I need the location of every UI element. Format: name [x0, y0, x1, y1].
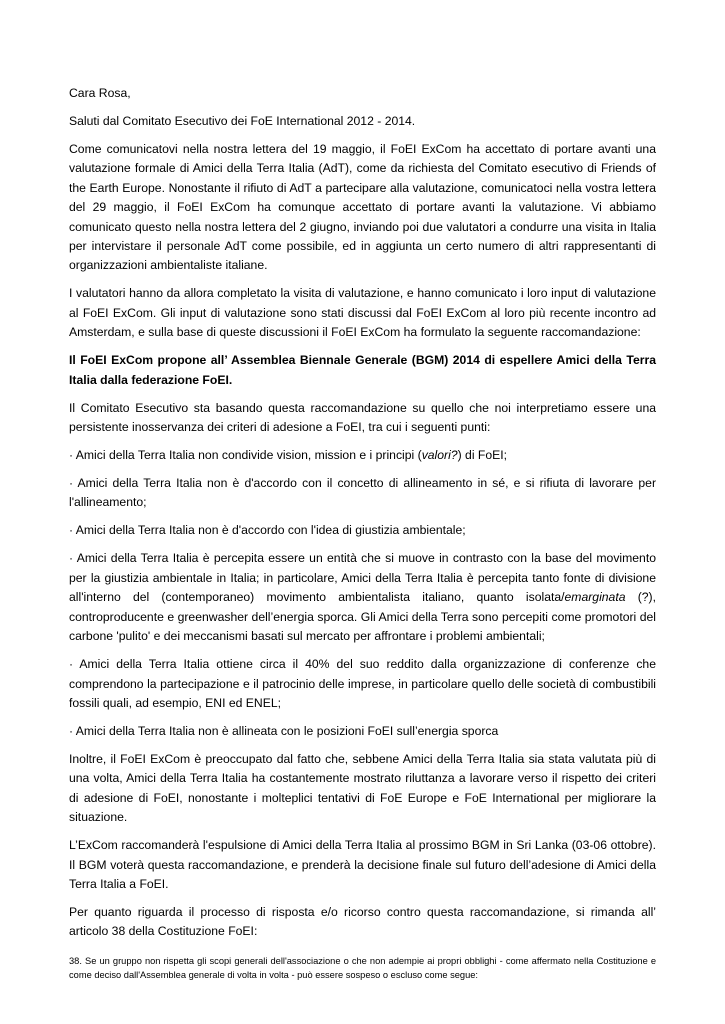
bullet-energy: · Amici della Terra Italia non è allineata con le posizioni FoEI sull’energia sporca — [69, 723, 499, 738]
bullet-perception-italic: emarginata — [564, 590, 626, 605]
bullet-vision-text: · Amici della Terra Italia non condivide vision, mission e i principi ( — [69, 448, 422, 463]
bullet-perception-text: · Amici della Terra Italia è percepita essere un entità che si muove in contrasto con la base del movimento per la giustizia ambientale in Italia; in particolare, Amici della Terra Italia è percepita tanto fonte di divisione all'interno del (contemporaneo) movimento ambientalista italiano, quanto isolata/ — [69, 551, 656, 605]
paragraph-intro: Come comunicatovi nella nostra lettera del 19 maggio, il FoEI ExCom ha accettato di portare avanti una valutazione formale di Amici della Terra Italia (AdT), come da richiesta del Comitato esecutivo di Friends of the Earth Europe. Nonostante il rifiuto di AdT a partecipare alla valutazione, comunicatoci nella vostra lettera del 29 maggio, il FoEI ExCom ha comunque accettato di portare avanti la valutazione. Vi abbiamo comunicato questo nella nostra lettera del 2 giugno, inviando poi due valutatori a condurre una visita in Italia per intervistare il personale AdT come possibile, ed in aggiunta un certo numero di altri rappresentanti di organizzazioni ambientaliste italiane. — [69, 142, 656, 273]
bullet-alignment: · Amici della Terra Italia non è d'accordo con il concetto di allineamento in sé, e si rifiuta di lavorare per l'allineamento; — [69, 476, 656, 510]
letter-page — [69, 84, 656, 983]
recommendation-statement: Il FoEI ExCom propone all’ Assemblea Biennale Generale (BGM) 2014 di espellere Amici della Terra Italia dalla federazione FoEI. — [69, 353, 656, 387]
footnote-article-38: 38. Se un gruppo non rispetta gli scopi generali dell'associazione o che non adempie ai propri obblighi - come affermato nella Costituzione e come deciso dall'Assemblea generale di volta in volta - può essere sospeso o escluso come segue: — [69, 955, 656, 981]
paragraph-bgm: L’ExCom raccomanderà l'espulsione di Amici della Terra Italia al prossimo BGM in Sri Lanka (03-06 ottobre). Il BGM voterà questa raccomandazione, e prenderà la decisione finale sul futuro dell’adesione di Amici della Terra Italia a FoEI. — [69, 838, 656, 891]
bullet-perception-text-end: (?), controproducente e greenwasher dell’energia sporca. Gli Amici della Terra sono percepiti come promotori del carbone 'pulito' e dei meccanismi basati sul mercato per affrontare i problemi ambientali; — [69, 590, 656, 644]
salutation: Cara Rosa, — [69, 86, 131, 100]
paragraph-assessors: I valutatori hanno da allora completato la visita di valutazione, e hanno comunicato i loro input di valutazione al FoEI ExCom. Gli input di valutazione sono stati discussi dal FoEI ExCom al loro più recente incontro ad Amsterdam, e sulla base di queste discussioni il FoEI ExCom ha formulato la seguente raccomandazione: — [69, 286, 656, 340]
bullet-perception — [69, 549, 656, 646]
paragraph-concern: Inoltre, il FoEI ExCom è preoccupato dal fatto che, sebbene Amici della Terra Italia sia stata valutata più di una volta, Amici della Terra Italia ha costantemente mostrato riluttanza a lavorare verso il rispetto dei criteri di adesione di FoEI, nonostante i molteplici tentativi di FoE Europe e FoE International per migliorare la situazione. — [69, 751, 656, 825]
bullet-income: · Amici della Terra Italia ottiene circa il 40% del suo reddito dalla organizzazione di conferenze che comprendono la partecipazione e il patrocinio delle imprese, in particolare quello delle società di combustibili fossili quali, ad esempio, ENI ed ENEL; — [69, 657, 656, 710]
bullet-vision — [69, 446, 656, 465]
paragraph-appeal: Per quanto riguarda il processo di risposta e/o ricorso contro questa raccomandazione, si rimanda all’ articolo 38 della Costituzione FoEI: — [69, 904, 656, 939]
bullet-justice: · Amici della Terra Italia non è d'accordo con l'idea di giustizia ambientale; — [69, 523, 466, 538]
greeting: Saluti dal Comitato Esecutivo dei FoE International 2012 - 2014. — [69, 114, 416, 128]
bullet-vision-text-end: ) di FoEI; — [457, 448, 508, 463]
bullet-vision-italic: valori? — [421, 448, 458, 463]
paragraph-basis: Il Comitato Esecutivo sta basando questa raccomandazione su quello che noi interpretiamo essere una persistente inosservanza dei criteri di adesione a FoEI, tra cui i seguenti punti: — [69, 400, 656, 435]
